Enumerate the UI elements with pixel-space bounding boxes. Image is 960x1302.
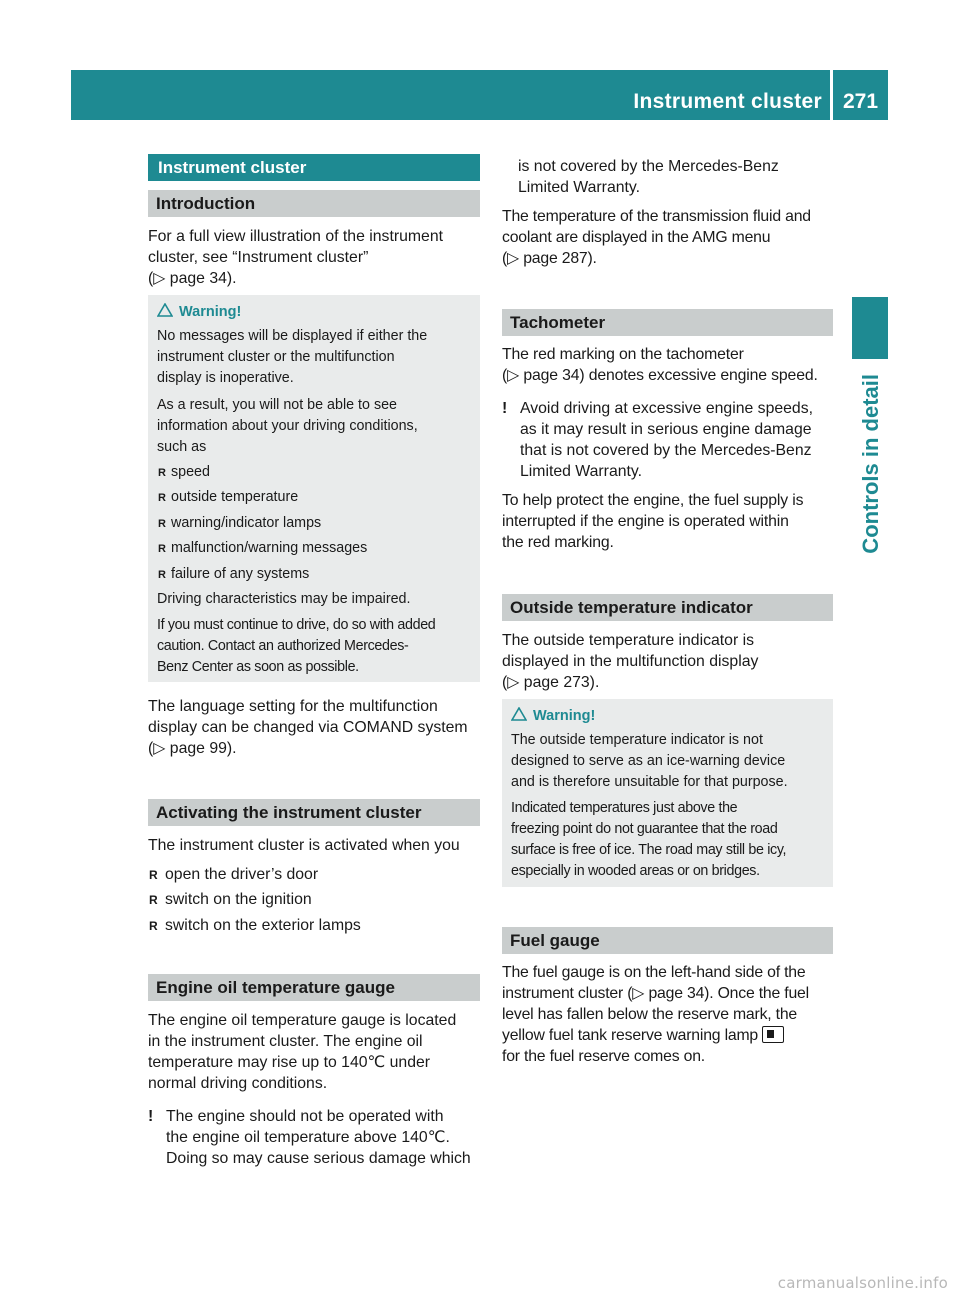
list-item [148, 915, 361, 937]
text-line: (▷ page 34) denotes excessive engine speed. [502, 367, 818, 384]
bullet-icon: R [149, 893, 158, 907]
list-item [157, 487, 298, 509]
activating-intro [148, 835, 480, 856]
text-line: the engine oil temperature above 140℃. [166, 1129, 450, 1146]
text-line: The red marking on the tachometer [502, 346, 744, 363]
list-item [148, 864, 318, 886]
bullet-icon: R [158, 467, 166, 479]
language-setting-text [148, 696, 480, 759]
text-line: information about your driving conditions, [157, 418, 418, 434]
amg-menu-text [502, 206, 833, 269]
tachometer-text [502, 344, 833, 386]
warning-text-c [157, 589, 410, 610]
warning-label: Warning! [179, 304, 242, 320]
text-line: display can be changed via COMAND system [148, 719, 468, 736]
warning-triangle-icon [157, 303, 173, 317]
fuel-supply-text [502, 490, 833, 553]
bullet-icon: R [158, 569, 166, 581]
fuel-reserve-lamp-icon [762, 1026, 784, 1043]
text-line: The temperature of the transmission fluid and [502, 208, 811, 225]
text-line: in the instrument cluster. The engine oil [148, 1033, 423, 1050]
text-line: The outside temperature indicator is [502, 632, 755, 649]
list-item [157, 564, 309, 586]
text-line: If you must continue to drive, do so with added [157, 617, 436, 633]
text-line: Limited Warranty. [518, 179, 641, 196]
warning-box-display [148, 295, 480, 682]
text-line: (▷ page 99). [148, 740, 237, 757]
text-line: caution. Contact an authorized Mercedes- [157, 638, 409, 654]
text-line: such as [157, 439, 207, 455]
warning-text-b [157, 395, 418, 458]
text-line: normal driving conditions. [148, 1075, 328, 1092]
text-line: The engine oil temperature gauge is located [148, 1012, 457, 1029]
text-line: Limited Warranty. [520, 463, 643, 480]
list-item-text: switch on the exterior lamps [165, 917, 361, 934]
text-line [148, 1106, 480, 1127]
text-line: Driving characteristics may be impaired. [157, 591, 411, 607]
text-line: the red marking. [502, 534, 614, 551]
fuel-gauge-text [502, 962, 833, 1067]
text-line: Benz Center as soon as possible. [157, 659, 359, 675]
notice-exclamation-icon: ! [148, 1108, 154, 1125]
engine-oil-text [148, 1010, 480, 1094]
text-line: coolant are displayed in the AMG menu [502, 229, 771, 246]
text-line: that is not covered by the Mercedes-Benz [520, 442, 812, 459]
warning-triangle-icon [511, 707, 527, 721]
text-line: The language setting for the multifunction [148, 698, 438, 715]
heading-fuel-gauge: Fuel gauge [502, 927, 833, 954]
outside-temperature-text [502, 630, 833, 693]
tachometer-notice [502, 398, 833, 482]
continued-notice-text [502, 156, 833, 198]
side-tab-marker [852, 297, 888, 359]
text-line: level has fallen below the reserve mark, the [502, 1006, 798, 1023]
bullet-icon: R [158, 543, 166, 555]
list-item-text: switch on the ignition [165, 891, 312, 908]
text-line: (▷ page 287). [502, 250, 597, 267]
text-line: Doing so may cause serious damage which [166, 1150, 471, 1167]
notice-text: The engine should not be operated with [166, 1108, 444, 1125]
text-line: As a result, you will not be able to see [157, 397, 398, 413]
page-number: 271 [842, 90, 879, 113]
text-line-segment: yellow fuel tank reserve warning lamp [502, 1027, 759, 1044]
list-item [148, 889, 312, 911]
text-line: is not covered by the Mercedes-Benz [518, 158, 779, 175]
notice-exclamation-icon: ! [502, 400, 508, 417]
text-line: and is therefore unsuitable for that purpose. [511, 774, 788, 790]
side-label [845, 370, 897, 660]
text-line: freezing point do not guarantee that the road [511, 821, 778, 837]
list-item [157, 538, 367, 560]
bullet-icon: R [158, 518, 166, 530]
introduction-text [148, 226, 480, 289]
watermark: carmanualsonline.info [777, 1274, 948, 1292]
text-line: For a full view illustration of the instrument [148, 228, 443, 245]
page-header-title: Instrument cluster [633, 90, 822, 113]
warning-heading [511, 706, 595, 726]
text-line: surface is free of ice. The road may still be icy, [511, 842, 787, 858]
notice-text: Avoid driving at excessive engine speeds, [520, 400, 814, 417]
heading-activating: Activating the instrument cluster [148, 799, 480, 826]
text-line: display is inoperative. [157, 370, 294, 386]
text-line: The fuel gauge is on the left-hand side of the [502, 964, 806, 981]
section-title-instrument-cluster: Instrument cluster [148, 154, 480, 181]
text-line: instrument cluster (▷ page 34). Once the fuel [502, 985, 809, 1002]
text-line: displayed in the multifunction display [502, 653, 759, 670]
heading-engine-oil: Engine oil temperature gauge [148, 974, 480, 1001]
warning-box-outside-temperature [502, 699, 833, 887]
warning-text-b [511, 798, 786, 882]
heading-outside-temperature: Outside temperature indicator [502, 594, 833, 621]
text-line [502, 1025, 833, 1046]
warning-text-a [157, 326, 427, 389]
text-line: (▷ page 273). [502, 674, 600, 691]
warning-heading [157, 302, 241, 322]
text-line: especially in wooded areas or on bridges. [511, 863, 760, 879]
text-line: Indicated temperatures just above the [511, 800, 738, 816]
list-item-text: outside temperature [171, 489, 299, 505]
list-item [157, 513, 321, 535]
text-line: No messages will be displayed if either the [157, 328, 428, 344]
text-line: cluster, see “Instrument cluster” [148, 249, 369, 266]
text-line: for the fuel reserve comes on. [502, 1048, 705, 1065]
text-line: designed to serve as an ice-warning device [511, 753, 786, 769]
bullet-icon: R [158, 492, 166, 504]
list-item [157, 462, 210, 484]
text-line: temperature may rise up to 140℃ under [148, 1054, 431, 1071]
text-line: The instrument cluster is activated when you [148, 837, 460, 854]
warning-text-a [511, 730, 788, 793]
warning-label: Warning! [533, 708, 596, 724]
text-line: To help protect the engine, the fuel supply is [502, 492, 804, 509]
engine-oil-notice [148, 1106, 480, 1169]
side-label-text: Controls in detail [858, 374, 883, 554]
list-item-text: warning/indicator lamps [171, 515, 322, 531]
list-item-text: malfunction/warning messages [171, 540, 368, 556]
heading-tachometer: Tachometer [502, 309, 833, 336]
text-line [502, 398, 833, 419]
text-line: as it may result in serious engine damage [520, 421, 812, 438]
list-item-text: open the driver’s door [165, 866, 319, 883]
text-line: The outside temperature indicator is not [511, 732, 763, 748]
bullet-icon: R [149, 919, 158, 933]
text-line: instrument cluster or the multifunction [157, 349, 395, 365]
warning-text-d [157, 615, 435, 678]
text-line: (▷ page 34). [148, 270, 237, 287]
text-line: interrupted if the engine is operated within [502, 513, 789, 530]
heading-introduction: Introduction [148, 190, 480, 217]
bullet-icon: R [149, 868, 158, 882]
list-item-text: failure of any systems [171, 566, 310, 582]
list-item-text: speed [171, 464, 210, 480]
